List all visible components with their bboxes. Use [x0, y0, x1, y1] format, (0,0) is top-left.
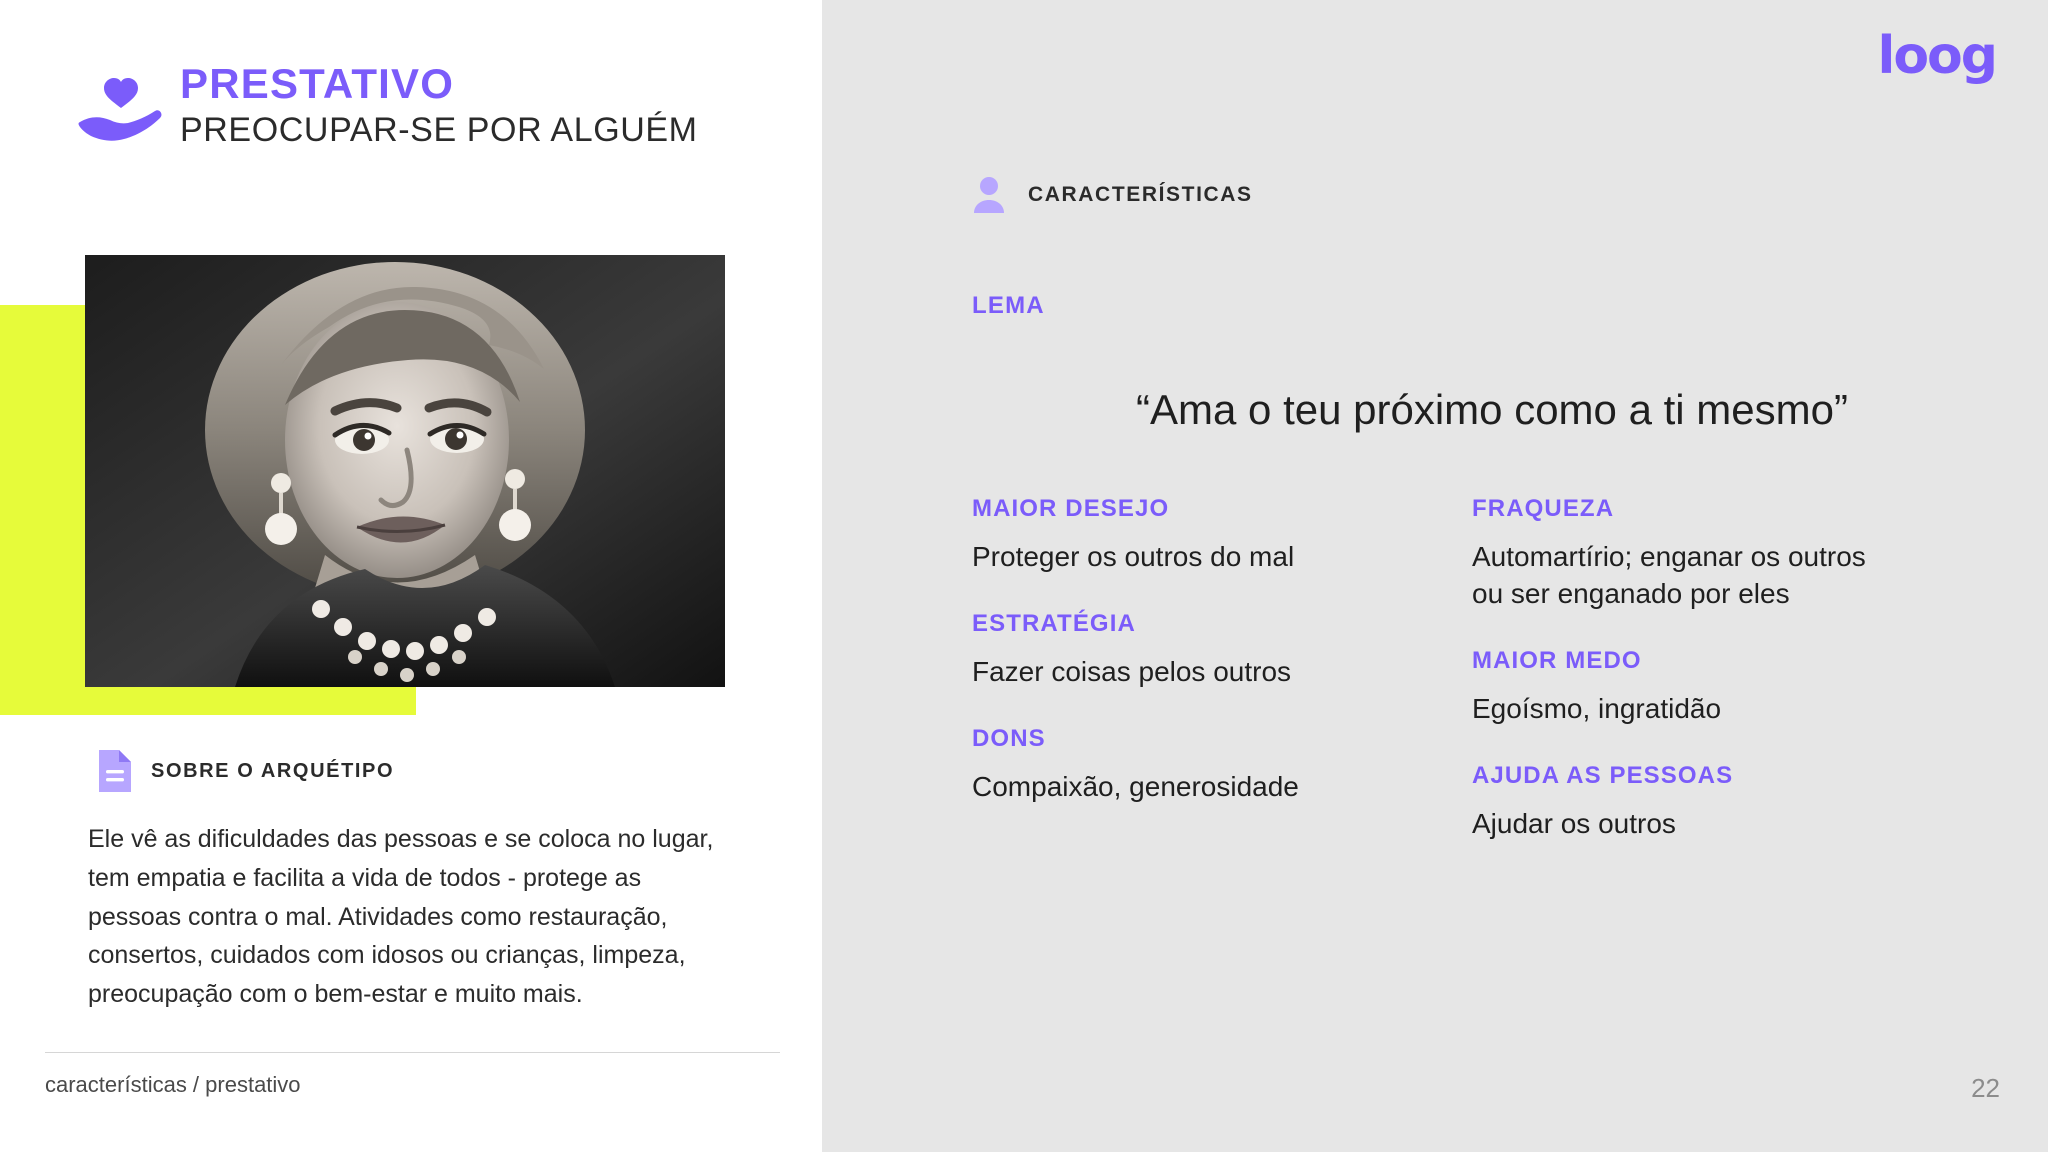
field-fraqueza: [1472, 495, 1972, 613]
loog-logo: loog: [1877, 26, 1996, 86]
field-label: MAIOR MEDO: [1472, 646, 1642, 674]
lema-quote: “Ama o teu próximo como a ti mesmo”: [1136, 386, 1848, 433]
field-value: Ajudar os outros: [1472, 807, 1676, 839]
characteristics-columns: [972, 495, 2012, 877]
field-label: ESTRATÉGIA: [972, 609, 1136, 637]
portrait-image: [85, 255, 725, 687]
field-value: Compaixão, generosidade: [972, 770, 1299, 802]
archetype-header: [74, 62, 698, 149]
characteristics-header: [972, 175, 1253, 215]
page-number: 22: [1971, 1073, 2000, 1103]
right-panel: [822, 0, 2048, 1152]
page-subtitle: PREOCUPAR-SE POR ALGUÉM: [180, 111, 698, 150]
field-maior-medo: [1472, 647, 1972, 728]
about-label: SOBRE O ARQUÉTIPO: [151, 759, 395, 782]
archetype-title-block: [180, 62, 698, 149]
column-right: [1472, 495, 1972, 877]
breadcrumb: características / prestativo: [45, 1072, 301, 1097]
field-value: Fazer coisas pelos outros: [972, 655, 1292, 687]
lema-label: LEMA: [972, 292, 1045, 319]
page-title: PRESTATIVO: [180, 60, 455, 107]
field-value: Proteger os outros do mal: [972, 541, 1295, 572]
about-text: Ele vê as dificuldades das pessoas e se coloca no lugar, tem empatia e facilita a vida de todos - protege as pessoas contra o mal. Atividades como restauração, consertos, cuidados com idosos ou crianças, limpeza, preocupação com o bem-estar e muito mais.: [88, 825, 714, 1008]
field-estrategia: [972, 610, 1472, 691]
field-dons: [972, 725, 1472, 806]
field-label: DONS: [972, 724, 1046, 752]
document-icon: [95, 748, 135, 794]
characteristics-label: CARACTERÍSTICAS: [1028, 183, 1253, 206]
field-label: AJUDA AS PESSOAS: [1472, 761, 1734, 789]
left-panel: [0, 0, 822, 1152]
field-ajuda-as-pessoas: [1472, 762, 1972, 843]
field-maior-desejo: [972, 495, 1472, 576]
field-value: Automartírio; enganar os outros ou ser enganado por eles: [1472, 541, 1866, 609]
person-icon: [972, 175, 1006, 215]
footer-divider: [45, 1052, 780, 1053]
field-label: FRAQUEZA: [1472, 495, 1615, 522]
field-value: Egoísmo, ingratidão: [1472, 692, 1722, 724]
about-section-header: [95, 748, 394, 794]
heart-in-hand-icon: [74, 70, 170, 144]
column-left: [972, 495, 1472, 877]
field-label: MAIOR DESEJO: [972, 495, 1170, 522]
